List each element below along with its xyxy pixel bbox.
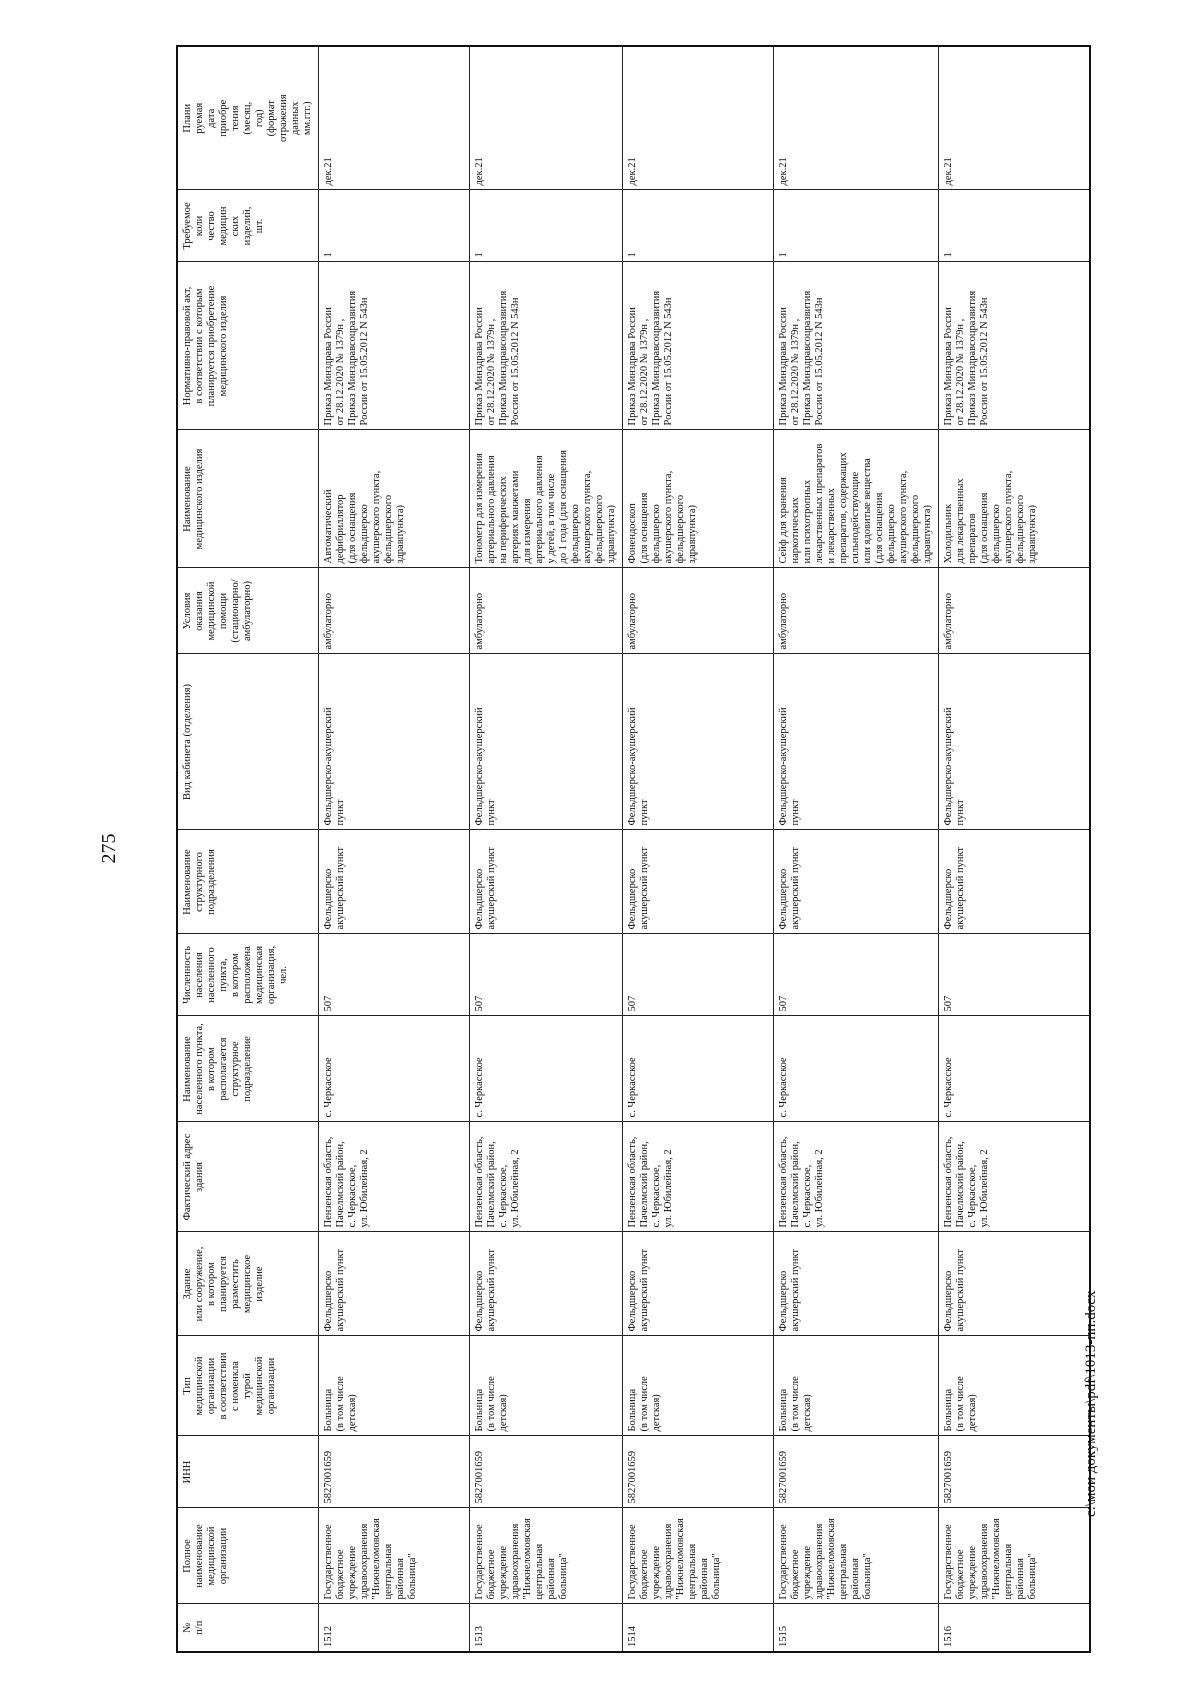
cell-purchase-date: дек.21 bbox=[319, 46, 470, 190]
cell-settlement: с. Черкасское bbox=[623, 1016, 774, 1122]
column-header-address: Фактический адрес здания bbox=[177, 1122, 319, 1232]
cell-unit: Фельдшерско акушерский пункт bbox=[470, 830, 623, 934]
cell-legal-act: Приказ Минздрава России от 28.12.2020 № 1379н , Приказ Минздравсоцразвития России от 15.05.2012 N 543н bbox=[470, 262, 623, 430]
cell-org-type: Больница (в том числе детская) bbox=[623, 1336, 774, 1436]
cell-address: Пензенская область, Пачелмский район, с. Черкасское, ул. Юбилейная, 2 bbox=[319, 1122, 470, 1232]
cell-conditions: амбулаторно bbox=[774, 568, 939, 654]
cell-inn: 5827001659 bbox=[623, 1436, 774, 1508]
cell-unit: Фельдшерско акушерский пункт bbox=[623, 830, 774, 934]
cell-building: Фельдшерско акушерский пункт bbox=[623, 1232, 774, 1336]
cell-org-name: Государственное бюджетное учреждение здравоохранения "Нижнеломовская центральная районная больница" bbox=[319, 1508, 470, 1604]
cell-org-type: Больница (в том числе детская) bbox=[939, 1336, 1091, 1436]
cell-address: Пензенская область, Пачелмский район, с. Черкасское, ул. Юбилейная, 2 bbox=[939, 1122, 1091, 1232]
cell-device: Автоматический дефибриллятор (для оснащения фельдшерско акушерского пункта, фельдшерского здравпункта) bbox=[319, 430, 470, 568]
table-row bbox=[939, 46, 1091, 1652]
cell-settlement: с. Черкасское bbox=[939, 1016, 1091, 1122]
column-header-quantity: Требуемое коли чество медицин ских изделий, шт. bbox=[177, 190, 319, 262]
cell-org-type: Больница (в том числе детская) bbox=[319, 1336, 470, 1436]
cell-number: 1512 bbox=[319, 1604, 470, 1652]
cell-population: 507 bbox=[774, 934, 939, 1016]
table-row bbox=[774, 46, 939, 1652]
cell-cabinet: Фельдшерско-акушерский пункт bbox=[470, 654, 623, 830]
table-header-row bbox=[177, 46, 319, 1652]
cell-inn: 5827001659 bbox=[939, 1436, 1091, 1508]
cell-purchase-date: дек.21 bbox=[774, 46, 939, 190]
cell-inn: 5827001659 bbox=[774, 1436, 939, 1508]
cell-unit: Фельдшерско акушерский пункт bbox=[319, 830, 470, 934]
cell-number: 1516 bbox=[939, 1604, 1091, 1652]
cell-quantity: 1 bbox=[470, 190, 623, 262]
cell-number: 1515 bbox=[774, 1604, 939, 1652]
cell-conditions: амбулаторно bbox=[470, 568, 623, 654]
column-header-org-name: Полное наименование медицинской организации bbox=[177, 1508, 319, 1604]
table-row bbox=[319, 46, 470, 1652]
cell-unit: Фельдшерско акушерский пункт bbox=[939, 830, 1091, 934]
cell-number: 1513 bbox=[470, 1604, 623, 1652]
cell-legal-act: Приказ Минздрава России от 28.12.2020 № 1379н , Приказ Минздравсоцразвития России от 15.05.2012 N 543н bbox=[774, 262, 939, 430]
table-row bbox=[470, 46, 623, 1652]
column-header-number: № п/п bbox=[177, 1604, 319, 1652]
column-header-org-type: Тип медицинской организации в соответствии с номенкла турой медицинской организации bbox=[177, 1336, 319, 1436]
cell-device: Сейф для хранения наркотических или психотропных лекарственных препаратов и лекарственных препаратов, содержащих сильнодействующие или ядовитые вещества (для оснащения фельдшерско акушерского пункта, фельдшерского здравпункта) bbox=[774, 430, 939, 568]
cell-address: Пензенская область, Пачелмский район, с. Черкасское, ул. Юбилейная, 2 bbox=[623, 1122, 774, 1232]
cell-building: Фельдшерско акушерский пункт bbox=[939, 1232, 1091, 1336]
cell-address: Пензенская область, Пачелмский район, с. Черкасское, ул. Юбилейная, 2 bbox=[774, 1122, 939, 1232]
column-header-conditions: Условия оказания медицинской помощи (стационарно/ амбулаторно) bbox=[177, 568, 319, 654]
cell-org-name: Государственное бюджетное учреждение здравоохранения "Нижнеломовская центральная районная больница" bbox=[939, 1508, 1091, 1604]
cell-cabinet: Фельдшерско-акушерский пункт bbox=[319, 654, 470, 830]
column-header-cabinet: Вид кабинета (отделения) bbox=[177, 654, 319, 830]
cell-inn: 5827001659 bbox=[470, 1436, 623, 1508]
cell-quantity: 1 bbox=[774, 190, 939, 262]
column-header-population: Численность населения населенного пункта, в котором расположена медицинская организация, чел. bbox=[177, 934, 319, 1016]
cell-purchase-date: дек.21 bbox=[470, 46, 623, 190]
cell-settlement: с. Черкасское bbox=[470, 1016, 623, 1122]
footer-file-path: c:\мои документы\pdf\1013-пп.docx bbox=[1083, 1290, 1099, 1517]
cell-quantity: 1 bbox=[623, 190, 774, 262]
cell-org-name: Государственное бюджетное учреждение здравоохранения "Нижнеломовская центральная районная больница" bbox=[774, 1508, 939, 1604]
cell-org-type: Больница (в том числе детская) bbox=[470, 1336, 623, 1436]
cell-population: 507 bbox=[939, 934, 1091, 1016]
cell-conditions: амбулаторно bbox=[623, 568, 774, 654]
cell-cabinet: Фельдшерско-акушерский пункт bbox=[774, 654, 939, 830]
column-header-purchase-date: Плани руемая дата приобре тения (месяц, год) (формат отражения данных мм.ггг.) bbox=[177, 46, 319, 190]
cell-population: 507 bbox=[319, 934, 470, 1016]
cell-conditions: амбулаторно bbox=[939, 568, 1091, 654]
cell-conditions: амбулаторно bbox=[319, 568, 470, 654]
table-row bbox=[623, 46, 774, 1652]
cell-legal-act: Приказ Минздрава России от 28.12.2020 № 1379н , Приказ Минздравсоцразвития России от 15.05.2012 N 543н bbox=[623, 262, 774, 430]
cell-quantity: 1 bbox=[939, 190, 1091, 262]
cell-cabinet: Фельдшерско-акушерский пункт bbox=[623, 654, 774, 830]
column-header-device: Наименование медицинского изделия bbox=[177, 430, 319, 568]
cell-quantity: 1 bbox=[319, 190, 470, 262]
cell-org-name: Государственное бюджетное учреждение здравоохранения "Нижнеломовская центральная районная больница" bbox=[623, 1508, 774, 1604]
cell-device: Холодильник для лекарственных препаратов (для оснащения фельдшерско акушерского пункта, фельдшерского здравпункта) bbox=[939, 430, 1091, 568]
page-number: 275 bbox=[98, 833, 120, 864]
cell-purchase-date: дек.21 bbox=[939, 46, 1091, 190]
cell-cabinet: Фельдшерско-акушерский пункт bbox=[939, 654, 1091, 830]
cell-number: 1514 bbox=[623, 1604, 774, 1652]
cell-building: Фельдшерско акушерский пункт bbox=[470, 1232, 623, 1336]
cell-population: 507 bbox=[470, 934, 623, 1016]
cell-settlement: с. Черкасское bbox=[319, 1016, 470, 1122]
cell-address: Пензенская область, Пачелмский район, с. Черкасское, ул. Юбилейная, 2 bbox=[470, 1122, 623, 1232]
equipment-table bbox=[176, 45, 1091, 1653]
column-header-unit: Наименование структурного подразделения bbox=[177, 830, 319, 934]
cell-population: 507 bbox=[623, 934, 774, 1016]
cell-building: Фельдшерско акушерский пункт bbox=[774, 1232, 939, 1336]
cell-org-name: Государственное бюджетное учреждение здравоохранения "Нижнеломовская центральная районная больница" bbox=[470, 1508, 623, 1604]
column-header-inn: ИНН bbox=[177, 1436, 319, 1508]
cell-purchase-date: дек.21 bbox=[623, 46, 774, 190]
cell-unit: Фельдшерско акушерский пункт bbox=[774, 830, 939, 934]
cell-org-type: Больница (в том числе детская) bbox=[774, 1336, 939, 1436]
cell-device: Тонометр для измерения артериального давления на периферических артериях манжетами для измерения артериального давления у детей, в том числе до 1 года (для оснащения фельдшерско акушерского пункта, фельдшерского здравпункта) bbox=[470, 430, 623, 568]
cell-settlement: с. Черкасское bbox=[774, 1016, 939, 1122]
cell-device: Фонендоскоп (для оснащения фельдшерско акушерского пункта, фельдшерского здравпункта) bbox=[623, 430, 774, 568]
cell-legal-act: Приказ Минздрава России от 28.12.2020 № 1379н , Приказ Минздравсоцразвития России от 15.05.2012 N 543н bbox=[939, 262, 1091, 430]
column-header-settlement: Наименование населенного пункта, в котором располагается структурное подразделение bbox=[177, 1016, 319, 1122]
column-header-legal-act: Нормативно-правовой акт, в соответствии с которым планируется приобретение медицинского изделия bbox=[177, 262, 319, 430]
cell-inn: 5827001659 bbox=[319, 1436, 470, 1508]
cell-building: Фельдшерско акушерский пункт bbox=[319, 1232, 470, 1336]
cell-legal-act: Приказ Минздрава России от 28.12.2020 № 1379н , Приказ Минздравсоцразвития России от 15.05.2012 N 543н bbox=[319, 262, 470, 430]
column-header-building: Здание или сооружение, в котором планируется разместить медицинское изделие bbox=[177, 1232, 319, 1336]
